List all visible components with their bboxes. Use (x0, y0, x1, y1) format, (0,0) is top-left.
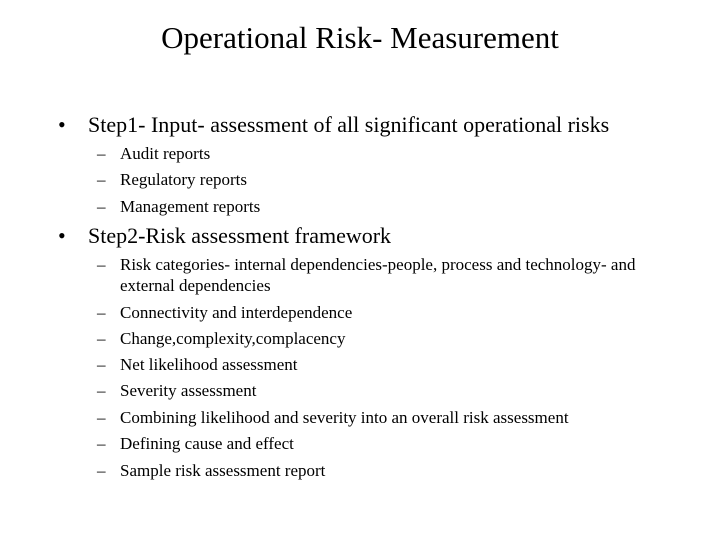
dash-icon: – (97, 197, 106, 216)
step1-text: Step1- Input- assessment of all significant operational risks (88, 112, 610, 137)
step2-item-text: Connectivity and interdependence (120, 303, 353, 322)
dash-icon: – (97, 144, 106, 163)
bullet-step2 (58, 223, 391, 249)
step2-item-text: Combining likelihood and severity into an overall risk assessment (120, 408, 569, 427)
step1-item-text: Audit reports (120, 144, 211, 163)
step2-item-text: Defining cause and effect (120, 434, 294, 453)
bullet-icon: • (58, 112, 66, 137)
step2-item-text: Change,complexity,complacency (120, 329, 346, 348)
step2-item-text: Sample risk assessment report (120, 461, 326, 480)
dash-icon: – (97, 170, 106, 189)
dash-icon: – (97, 461, 106, 480)
dash-icon: – (97, 255, 106, 274)
slide-title: Operational Risk- Measurement (161, 20, 559, 55)
dash-icon: – (97, 329, 106, 348)
step2-item-text: Net likelihood assessment (120, 355, 298, 374)
dash-icon: – (97, 303, 106, 322)
step2-text: Step2-Risk assessment framework (88, 223, 392, 248)
bullet-step1 (58, 112, 609, 138)
dash-icon: – (97, 381, 106, 400)
dash-icon: – (97, 434, 106, 453)
bullet-icon: • (58, 223, 66, 248)
dash-icon: – (97, 408, 106, 427)
step1-item-text: Management reports (120, 197, 261, 216)
step1-item-text: Regulatory reports (120, 170, 247, 189)
step2-item-text: Risk categories- internal dependencies-people, process and technology- and external dependencies (120, 255, 636, 295)
step2-item-text: Severity assessment (120, 381, 257, 400)
dash-icon: – (97, 355, 106, 374)
